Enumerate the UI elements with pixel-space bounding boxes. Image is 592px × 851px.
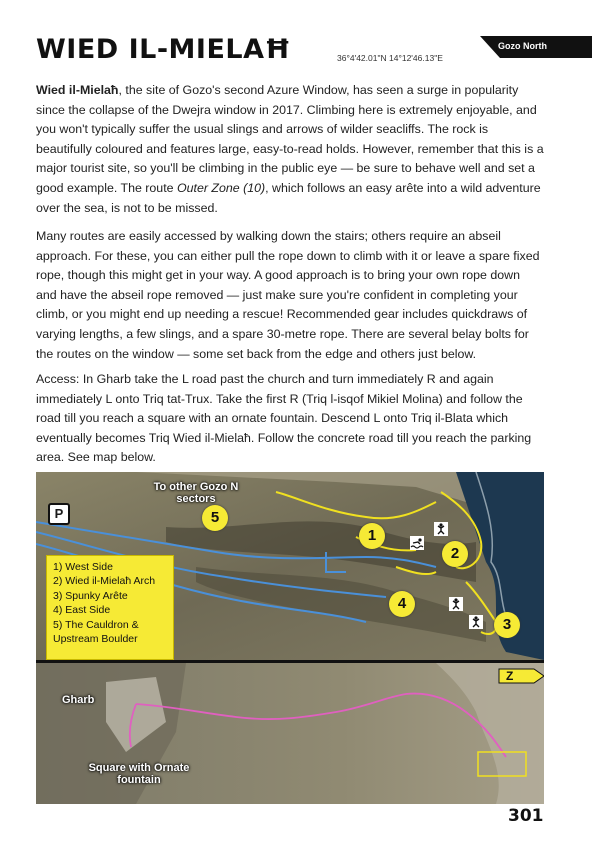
section-tab [480,36,592,58]
intro-route-name: Outer Zone (10) [176,180,266,195]
legend-item-4: 4) East Side [53,604,111,617]
legend-item-2: 2) Wied il-Mielaħ Arch [53,575,156,588]
intro-text-a: , the site of Gozo's second Azure Window, has seen a surge in popularity since the collapse of the Dwejra window in 2017. Climbing here is extremely enjoyable, and you won't typically suffer the usual slings and arrows of wilder seacliffs. The rock is beautifully coloured and features large, easy-to-read holds. However, remember that this is a major tourist site, so you'll be climbing in the public eye — be sure to behave well and set a good example. The route [36,83,544,195]
page-title: WIED IL-MIELAĦ [36,34,292,65]
approach-map [36,472,544,804]
legend-item-5-cont: Upstream Boulder [53,633,138,646]
climber-icon [434,522,448,536]
page-number: 301 [508,806,544,826]
gps-coordinates: 36°4'42.01"N 14°12'46.13"E [337,53,443,63]
legend-item-1: 1) West Side [53,561,113,573]
label-other-sectors: To other Gozo N sectors [153,481,239,505]
marker-3: 3 [494,612,520,638]
label-square-fountain: Square with Ornate fountain [88,762,190,786]
map-legend [46,555,174,660]
marker-2: 2 [442,541,468,567]
climber-icon [469,615,483,629]
parking-icon: P [48,503,70,525]
label-gharb: Gharb [62,694,95,706]
legend-item-3: 3) Spunky Arête [53,589,128,602]
intro-paragraph [36,81,544,218]
climber-icon [449,597,463,611]
north-arrow-label: Z [506,669,514,683]
intro-text-b: , which follows an easy arête into a wild adventure over the sea, is not to be missed. [36,180,541,215]
approach-paragraph: Many routes are easily accessed by walking down the stairs; others require an abseil approach. For these, you can either pull the rope down to climb with it or leave a spare fixed rope, though this might get in your way. A good approach is to bring your own rope down and have the abseil rope removed — just make sure you're confident in completing your climb, or you might end up needing a rescue! Recommended gear includes quickdraws of varying lengths, a few slings, and a spare 30-metre rope. There are several belay bolts for the routes on the window — some set back from the edge and others just below. [36,229,540,361]
section-tab-label: Gozo North [498,41,547,51]
intro-bold-name: Wied il-Mielaħ [36,83,119,97]
marker-1: 1 [359,523,385,549]
legend-item-5: 5) The Cauldron & [53,618,139,631]
access-paragraph: Access: In Gharb take the L road past the church and turn immediately R and again immediately L onto Triq tat-Trux. Take the first R (Triq l-isqof Mikiel Molina) and follow the road till you reach a square with an ornate fountain. Descend L onto Triq il-Blata which eventually becomes Triq Wied il-Mielaħ. Follow the concrete road till you reach the parking area. See map below. [36,372,532,465]
marker-5: 5 [202,505,228,531]
marker-4: 4 [389,591,415,617]
swimmer-icon [410,536,424,550]
